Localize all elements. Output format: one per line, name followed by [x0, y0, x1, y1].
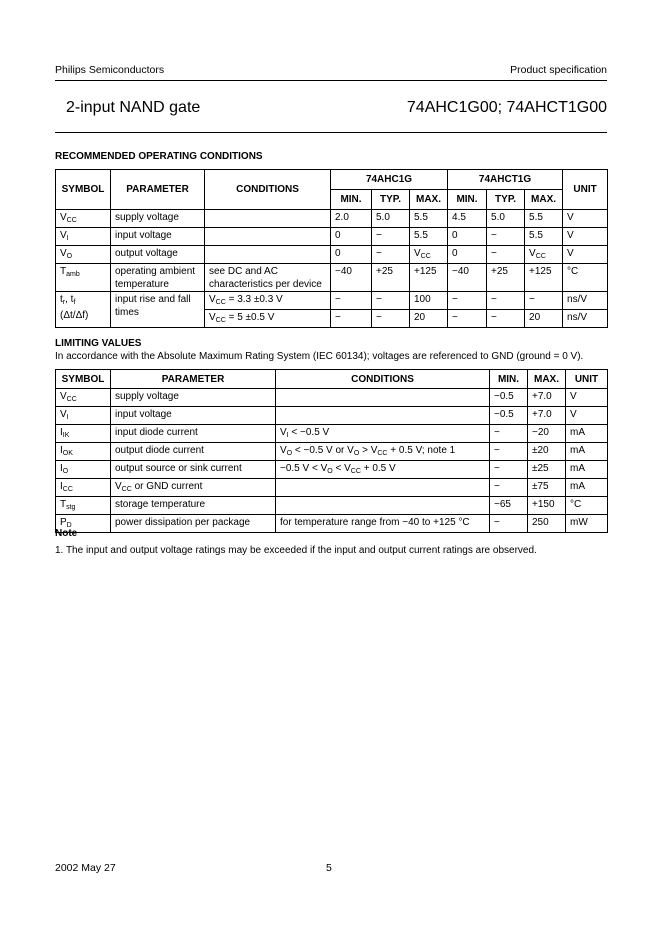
unit-cell: V	[563, 246, 608, 264]
symbol-cell: $P_D$	[56, 515, 111, 533]
col-min: MIN.	[490, 370, 528, 389]
symbol-cell: $V_{CC}$	[56, 389, 111, 407]
value-cell: 5.5	[525, 210, 563, 228]
conditions-cell: see DC and AC characteristics per device	[205, 264, 331, 292]
group-74ahc1g: 74AHC1G	[331, 170, 448, 190]
symbol-cell: $V_{CC}$	[56, 210, 111, 228]
note-text: 1. The input and output voltage ratings may be exceeded if the input and output current ratings are observed.	[55, 545, 537, 556]
symbol-cell: $V_I$	[56, 228, 111, 246]
min-cell: −	[490, 443, 528, 461]
parameter-cell: operating ambient temperature	[111, 264, 205, 292]
table-row	[56, 389, 608, 407]
table-row	[56, 246, 608, 264]
unit-cell: mA	[566, 461, 608, 479]
unit-cell: mA	[566, 425, 608, 443]
title-rule	[55, 132, 607, 133]
value-cell: −	[487, 292, 525, 310]
col-parameter: PARAMETER	[111, 370, 276, 389]
unit-cell: V	[566, 389, 608, 407]
max-cell: −20	[528, 425, 566, 443]
value-cell: 20	[525, 310, 563, 328]
limiting-intro: In accordance with the Absolute Maximum Rating System (IEC 60134); voltages are referenced to GND (ground = 0 V).	[55, 351, 584, 362]
value-cell: −	[372, 310, 410, 328]
min-cell: −	[490, 425, 528, 443]
value-cell: +125	[410, 264, 448, 292]
conditions-cell	[205, 246, 331, 264]
table-row	[56, 228, 608, 246]
parameter-cell: $V_{CC}$ or GND current	[111, 479, 276, 497]
unit-cell: ns/V	[563, 292, 608, 310]
value-cell: 5.0	[372, 210, 410, 228]
value-cell: −	[448, 310, 487, 328]
conditions-cell: $V_I < -0.5$ V	[276, 425, 490, 443]
symbol-cell: $T_{stg}$	[56, 497, 111, 515]
value-cell: 100	[410, 292, 448, 310]
value-cell: 20	[410, 310, 448, 328]
value-cell: +25	[487, 264, 525, 292]
parameter-cell: input voltage	[111, 407, 276, 425]
footer-date: 2002 May 27	[55, 862, 116, 874]
max-cell: ±75	[528, 479, 566, 497]
min-cell: −	[490, 515, 528, 533]
conditions-cell	[276, 407, 490, 425]
value-cell: −	[331, 310, 372, 328]
unit-cell: V	[563, 228, 608, 246]
value-cell: 0	[448, 228, 487, 246]
unit-cell: V	[566, 407, 608, 425]
col-conditions: CONDITIONS	[205, 170, 331, 210]
col-unit: UNIT	[566, 370, 608, 389]
conditions-cell: for temperature range from −40 to +125 °C	[276, 515, 490, 533]
value-cell: −40	[448, 264, 487, 292]
unit-cell: °C	[563, 264, 608, 292]
value-cell: −	[487, 310, 525, 328]
table-row	[56, 210, 608, 228]
parameter-cell: supply voltage	[111, 210, 205, 228]
unit-cell: mA	[566, 479, 608, 497]
document-type: Product specification	[510, 64, 607, 76]
table-row	[56, 292, 608, 310]
col-conditions: CONDITIONS	[276, 370, 490, 389]
device-title: 2-input NAND gate	[66, 99, 201, 116]
parameter-cell: input diode current	[111, 425, 276, 443]
col-typ: TYP.	[487, 190, 525, 210]
min-cell: −	[490, 479, 528, 497]
col-parameter: PARAMETER	[111, 170, 205, 210]
max-cell: ±25	[528, 461, 566, 479]
table-row	[56, 461, 608, 479]
min-cell: −0.5	[490, 389, 528, 407]
value-cell: −40	[331, 264, 372, 292]
unit-cell: mA	[566, 443, 608, 461]
table-row	[56, 443, 608, 461]
parameter-cell: output voltage	[111, 246, 205, 264]
parameter-cell: storage temperature	[111, 497, 276, 515]
parameter-cell: power dissipation per package	[111, 515, 276, 533]
min-cell: −65	[490, 497, 528, 515]
symbol-cell: $t_r$, $t_f$ (Δt/Δf)	[56, 292, 111, 328]
value-cell: 4.5	[448, 210, 487, 228]
value-cell: −	[487, 228, 525, 246]
unit-cell: ns/V	[563, 310, 608, 328]
value-cell: −	[372, 292, 410, 310]
part-numbers: 74AHC1G00; 74AHCT1G00	[406, 99, 607, 116]
company-name: Philips Semiconductors	[55, 64, 165, 76]
value-cell: 0	[331, 246, 372, 264]
conditions-cell	[205, 210, 331, 228]
table-row	[56, 407, 608, 425]
symbol-cell: $I_{OK}$	[56, 443, 111, 461]
note-label: Note	[55, 528, 78, 539]
max-cell: +150	[528, 497, 566, 515]
symbol-cell: $T_{amb}$	[56, 264, 111, 292]
conditions-cell: $V_O < -0.5$ V or $V_O > V_{CC} + 0.5$ V; note 1	[276, 443, 490, 461]
max-cell: +7.0	[528, 389, 566, 407]
unit-cell: °C	[566, 497, 608, 515]
value-cell: −	[525, 292, 563, 310]
value-cell: $V_{CC}$	[525, 246, 563, 264]
value-cell: −	[372, 246, 410, 264]
table-row	[56, 515, 608, 533]
conditions-cell: −0.5 $V < V_O < V_{CC} + 0.5$ V	[276, 461, 490, 479]
symbol-cell: $I_{CC}$	[56, 479, 111, 497]
header-rule	[55, 80, 607, 81]
min-cell: −	[490, 461, 528, 479]
min-cell: −0.5	[490, 407, 528, 425]
symbol-cell: $I_O$	[56, 461, 111, 479]
value-cell: −	[372, 228, 410, 246]
conditions-cell	[276, 479, 490, 497]
value-cell: 2.0	[331, 210, 372, 228]
symbol-cell: $V_I$	[56, 407, 111, 425]
group-74ahct1g: 74AHCT1G	[448, 170, 563, 190]
table-row	[56, 425, 608, 443]
col-max: MAX.	[528, 370, 566, 389]
value-cell: +25	[372, 264, 410, 292]
col-symbol: SYMBOL	[56, 370, 111, 389]
parameter-cell: output source or sink current	[111, 461, 276, 479]
conditions-cell: $V_{CC} = 5 \pm 0.5$ V	[205, 310, 331, 328]
value-cell: −	[448, 292, 487, 310]
value-cell: −	[487, 246, 525, 264]
parameter-cell: supply voltage	[111, 389, 276, 407]
unit-cell: mW	[566, 515, 608, 533]
parameter-cell: input rise and fall times	[111, 292, 205, 328]
max-cell: ±20	[528, 443, 566, 461]
symbol-cell: $I_{IK}$	[56, 425, 111, 443]
col-min: MIN.	[331, 190, 372, 210]
parameter-cell: output diode current	[111, 443, 276, 461]
max-cell: 250	[528, 515, 566, 533]
conditions-cell	[276, 389, 490, 407]
table-row	[56, 497, 608, 515]
value-cell: 5.5	[525, 228, 563, 246]
value-cell: 5.5	[410, 228, 448, 246]
value-cell: −	[331, 292, 372, 310]
value-cell: $V_{CC}$	[410, 246, 448, 264]
recommended-heading: RECOMMENDED OPERATING CONDITIONS	[55, 151, 263, 162]
col-max: MAX.	[525, 190, 563, 210]
table-row	[56, 479, 608, 497]
col-symbol: SYMBOL	[56, 170, 111, 210]
unit-cell: V	[563, 210, 608, 228]
recommended-table	[55, 169, 608, 328]
max-cell: +7.0	[528, 407, 566, 425]
col-unit: UNIT	[563, 170, 608, 210]
conditions-cell: $V_{CC} = 3.3 \pm 0.3$ V	[205, 292, 331, 310]
page-number: 5	[326, 862, 332, 874]
value-cell: 5.5	[410, 210, 448, 228]
value-cell: 5.0	[487, 210, 525, 228]
conditions-cell	[276, 497, 490, 515]
value-cell: +125	[525, 264, 563, 292]
col-max: MAX.	[410, 190, 448, 210]
limiting-heading: LIMITING VALUES	[55, 338, 142, 349]
col-typ: TYP.	[372, 190, 410, 210]
value-cell: 0	[448, 246, 487, 264]
limiting-table	[55, 369, 608, 533]
value-cell: 0	[331, 228, 372, 246]
table-row	[56, 264, 608, 292]
conditions-cell	[205, 228, 331, 246]
col-min: MIN.	[448, 190, 487, 210]
parameter-cell: input voltage	[111, 228, 205, 246]
symbol-cell: $V_O$	[56, 246, 111, 264]
